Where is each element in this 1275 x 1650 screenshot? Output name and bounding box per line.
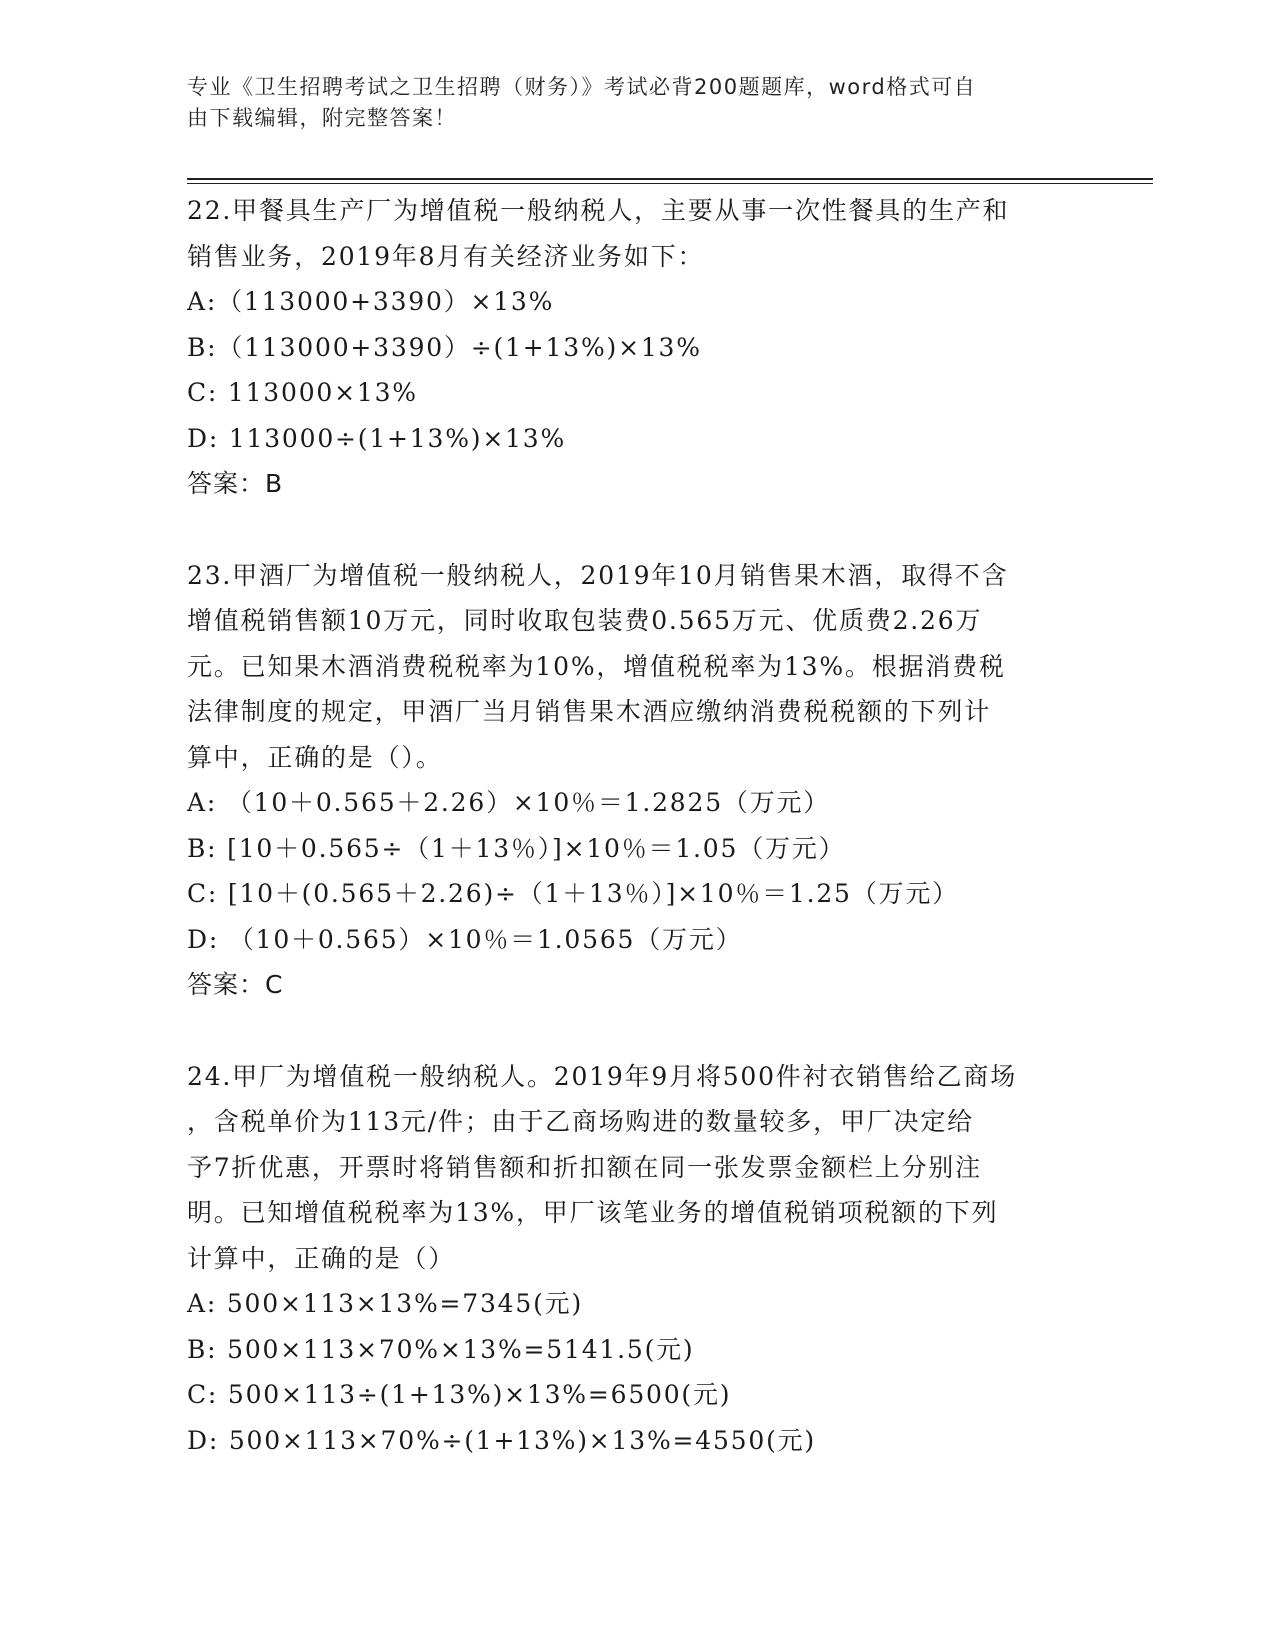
question-stem-line: 24.甲厂为增值税一般纳税人。2019年9月将500件衬衣销售给乙商场 [187,1061,1018,1091]
question-stem-line: 增值税销售额10万元，同时收取包装费0.565万元、优质费2.26万 [187,606,983,635]
option-b: B: 500×113×70%×13%=5141.5(元) [187,1334,695,1364]
question-stem-line: 元。已知果木酒消费税税率为10%，增值税税率为13%。根据消费税 [187,651,1006,681]
option-b: B: [10＋0.565÷（1＋13％）]×10％＝1.05（万元） [187,833,846,863]
option-a: A: （10＋0.565＋2.26）×10％＝1.2825（万元） [187,788,831,817]
option-d: D: （10＋0.565）×10％＝1.0565（万元） [187,924,743,954]
option-c: C: [10＋(0.565＋2.26)÷（1＋13％）]×10％＝1.25（万元） [187,879,959,908]
option-a: A:（113000+3390）×13% [187,287,555,316]
option-b: B:（113000+3390）÷(1+13%)×13% [187,332,702,362]
question-stem-line: 予7折优惠，开票时将销售额和折扣额在同一张发票金额栏上分别注 [187,1152,982,1182]
header-line-1: 专业《卫生招聘考试之卫生招聘（财务）》考试必背200题题库，word格式可自 [187,75,977,99]
option-d: D: 113000÷(1+13%)×13% [187,423,567,453]
question-23 [187,553,1087,1008]
question-stem-line: ，含税单价为113元/件；由于乙商场购进的数量较多，甲厂决定给 [187,1107,974,1136]
question-stem-line: 销售业务，2019年8月有关经济业务如下： [187,241,705,271]
question-22 [187,188,1087,507]
option-c: C: 113000×13% [187,378,418,407]
question-stem-line: 22.甲餐具生产厂为增值税一般纳税人，主要从事一次性餐具的生产和 [187,196,1010,225]
header-divider-thin [187,183,1153,184]
question-list [187,188,1087,1509]
question-stem-line: 算中，正确的是（）。 [187,742,443,772]
option-c: C: 500×113÷(1+13%)×13%=6500(元) [187,1380,732,1409]
question-stem-line: 明。已知增值税税率为13%，甲厂该笔业务的增值税销项税额的下列 [187,1198,999,1227]
header-divider-thick [187,178,1153,180]
question-stem-line: 23.甲酒厂为增值税一般纳税人，2019年10月销售果木酒，取得不含 [187,560,1009,590]
document-header [187,72,1067,134]
option-d: D: 500×113×70%÷(1+13%)×13%=4550(元) [187,1425,816,1455]
answer: 答案：C [187,970,284,999]
question-stem-line: 计算中，正确的是（） [187,1243,456,1273]
answer: 答案：B [187,469,284,498]
option-a: A: 500×113×13%=7345(元) [187,1289,583,1318]
header-line-2: 由下载编辑，附完整答案！ [187,106,457,130]
question-24 [187,1054,1087,1464]
question-stem-line: 法律制度的规定，甲酒厂当月销售果木酒应缴纳消费税税额的下列计 [187,697,992,726]
